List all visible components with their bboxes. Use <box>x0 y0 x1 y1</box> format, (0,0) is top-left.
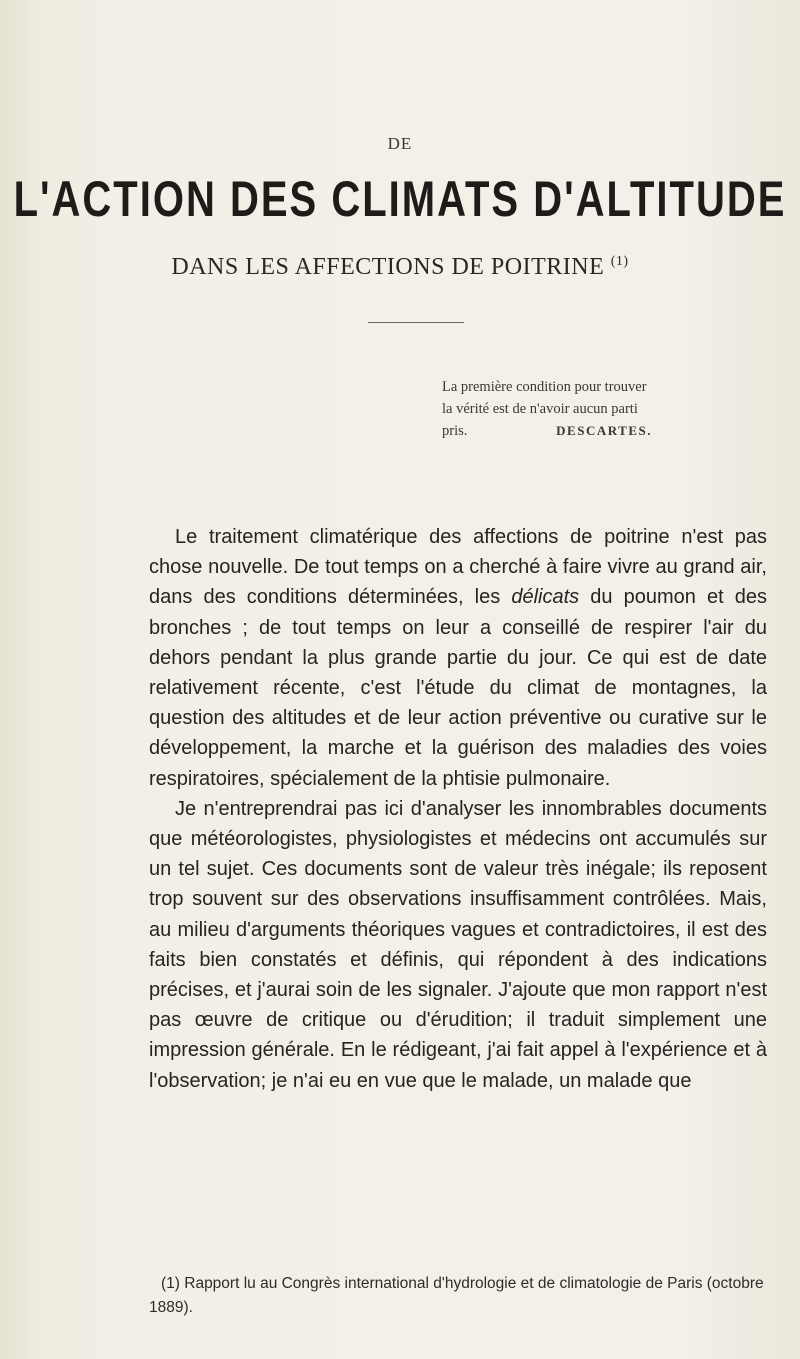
footnote-mark: (1) <box>610 254 629 269</box>
epigraph-line-2: la vérité est de n'avoir aucun parti <box>442 401 638 417</box>
body-text <box>149 522 767 1096</box>
title-prefix: DE <box>387 134 413 153</box>
paragraph-2: Je n'entreprendrai pas ici d'analyser les innombrables documents que météorologistes, physiologistes et médecins ont accumulés sur un tel sujet. Ces documents sont de valeur très inégale; ils reposent trop souvent sur des observations insuffisamment contrôlées. Mais, au milieu d'arguments théoriques vagues et contradictoires, il est des faits bien constatés et définis, qui répondent à des indications précises, et j'aurai soin de les signaler. J'ajoute que mon rapport n'est pas œuvre de critique ou d'érudition; il traduit simplement une impression générale. En le rédigeant, j'ai fait appel à l'expérience et à l'observation; je n'ai eu en vue que le malade, un malade que <box>149 797 767 1092</box>
paragraph-1 <box>149 522 767 794</box>
main-title: L'ACTION DES CLIMATS D'ALTITUDE <box>13 172 787 228</box>
epigraph-attribution <box>442 420 652 442</box>
footnote: (1) Rapport lu au Congrès international d'hydrologie et de climatologie de Paris (octobre 1889). <box>149 1275 764 1316</box>
subtitle <box>0 254 800 281</box>
paragraph-1-part-b: du poumon et des bronches ; de tout temps on leur a conseillé de respirer l'air du dehors pendant la plus grande partie du jour. Ce qui est de date relativement récente, c'est l'étude du climat de montagnes, la question des altitudes et de leur action préventive ou curative sur le développement, la marche et la guérison des maladies des voies respiratoires, spécialement de la phtisie pulmonaire. <box>149 586 767 790</box>
epigraph <box>442 376 742 442</box>
epigraph-line-1: La première condition pour trouver <box>442 379 647 395</box>
paragraph-1-part-a: Le traitement climatérique des affections de poitrine n'est pas chose nouvelle. De tout temps on a cherché à faire vivre au grand air, dans des conditions déterminées, les <box>149 526 767 609</box>
paragraph-1-emphasis: délicats <box>511 586 580 609</box>
epigraph-line-3: pris. <box>442 423 468 439</box>
title-divider <box>368 322 464 323</box>
subtitle-text: DANS LES AFFECTIONS DE POITRINE <box>171 254 605 280</box>
epigraph-author: DESCARTES. <box>556 423 652 438</box>
